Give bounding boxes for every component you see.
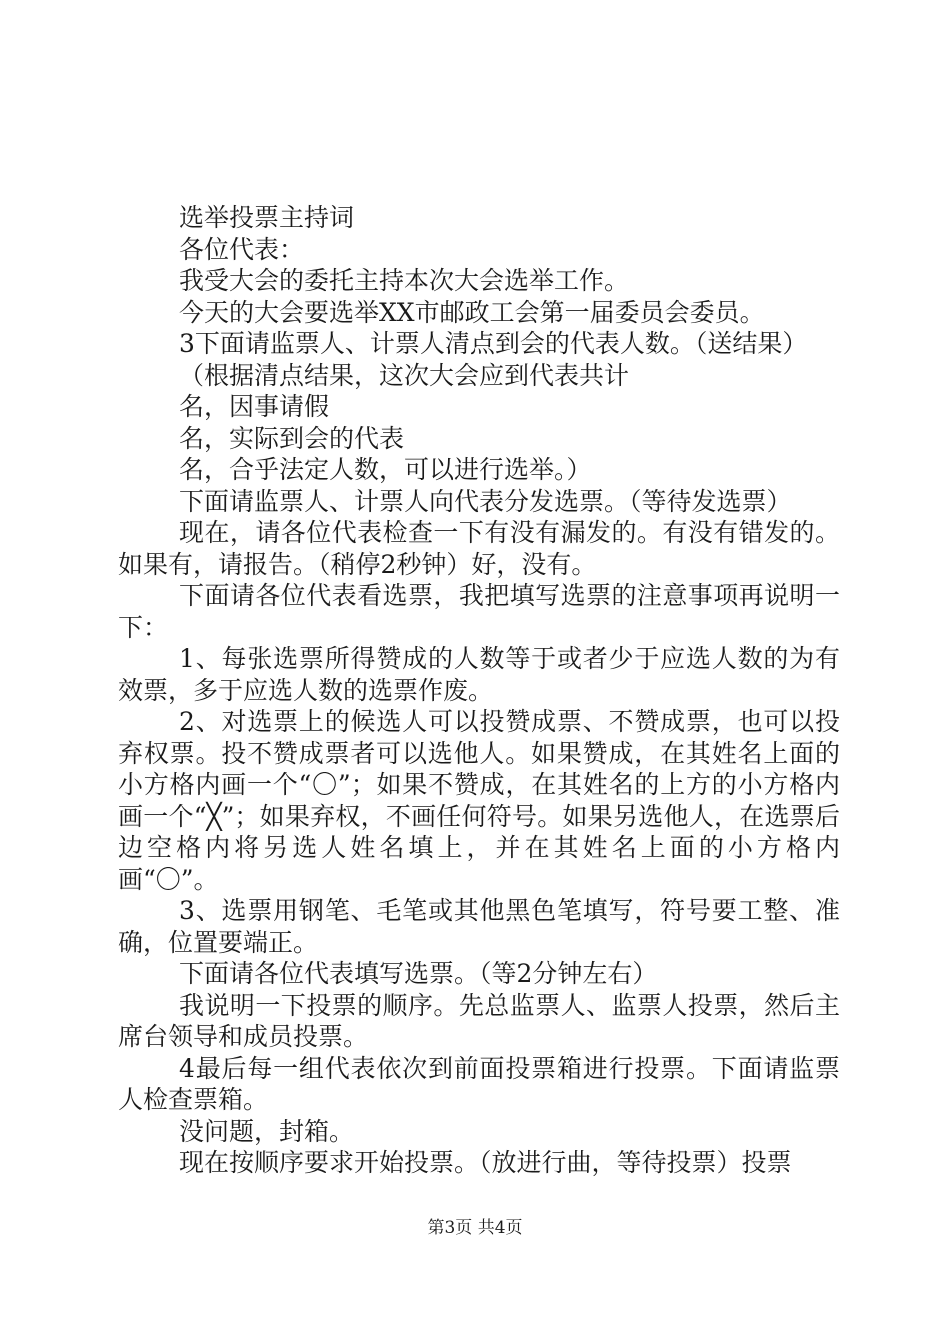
paragraph: 我说明一下投票的顺序。先总监票人、监票人投票，然后主席台领导和成员投票。	[118, 990, 840, 1051]
paragraph: 3、选票用钢笔、毛笔或其他黑色笔填写，符号要工整、准确，位置要端正。	[118, 896, 840, 957]
paragraph: 名，实际到会的代表	[179, 423, 405, 453]
paragraph: 名，因事请假	[179, 392, 330, 421]
paragraph: 下面请各位代表看选票，我把填写选票的注意事项再说明一下：	[118, 581, 840, 642]
paragraph: （根据清点结果，这次大会应到代表共计	[179, 360, 630, 390]
paragraph: 下面请各位代表填写选票。（等2分钟左右）	[179, 959, 658, 988]
paragraph: 名，合乎法定人数，可以进行选举。）	[179, 455, 592, 484]
paragraph: 下面请监票人、计票人向代表分发选票。（等待发选票）	[179, 486, 792, 516]
paragraph: 现在，请各位代表检查一下有没有漏发的。有没有错发的。如果有，请报告。（稍停2秒钟）好，没有。	[118, 518, 840, 579]
paragraph: 2、对选票上的候选人可以投赞成票、不赞成票，也可以投弃权票。投不赞成票者可以选他人。如果赞成，在其姓名上面的小方格内画一个“〇”；如果不赞成，在其姓名的上方的小方格内画一个“╳”；如果弃权，不画任何符号。如果另选他人，在选票后边空格内将另选人姓名填上，并在其姓名上面的小方格内画“〇”。	[118, 707, 840, 894]
paragraph: 现在按顺序要求开始投票。（放进行曲，等待投票）投票	[179, 1148, 792, 1177]
document-body	[118, 202, 840, 1179]
paragraph: 没问题，封箱。	[179, 1116, 355, 1146]
paragraph: 1、每张选票所得赞成的人数等于或者少于应选人数的为有效票，多于应选人数的选票作废。	[118, 644, 840, 705]
paragraph: 3下面请监票人、计票人清点到会的代表人数。（送结果）	[179, 329, 808, 358]
paragraph: 今天的大会要选举XX市邮政工会第一届委员会委员。	[179, 297, 765, 327]
paragraph: 4最后每一组代表依次到前面投票箱进行投票。下面请监票人检查票箱。	[118, 1053, 840, 1114]
paragraph: 我受大会的委托主持本次大会选举工作。	[179, 266, 630, 295]
salutation: 各位代表：	[179, 234, 305, 264]
document-title: 选举投票主持词	[179, 203, 355, 232]
page-footer: 第3页 共4页	[427, 1218, 523, 1238]
